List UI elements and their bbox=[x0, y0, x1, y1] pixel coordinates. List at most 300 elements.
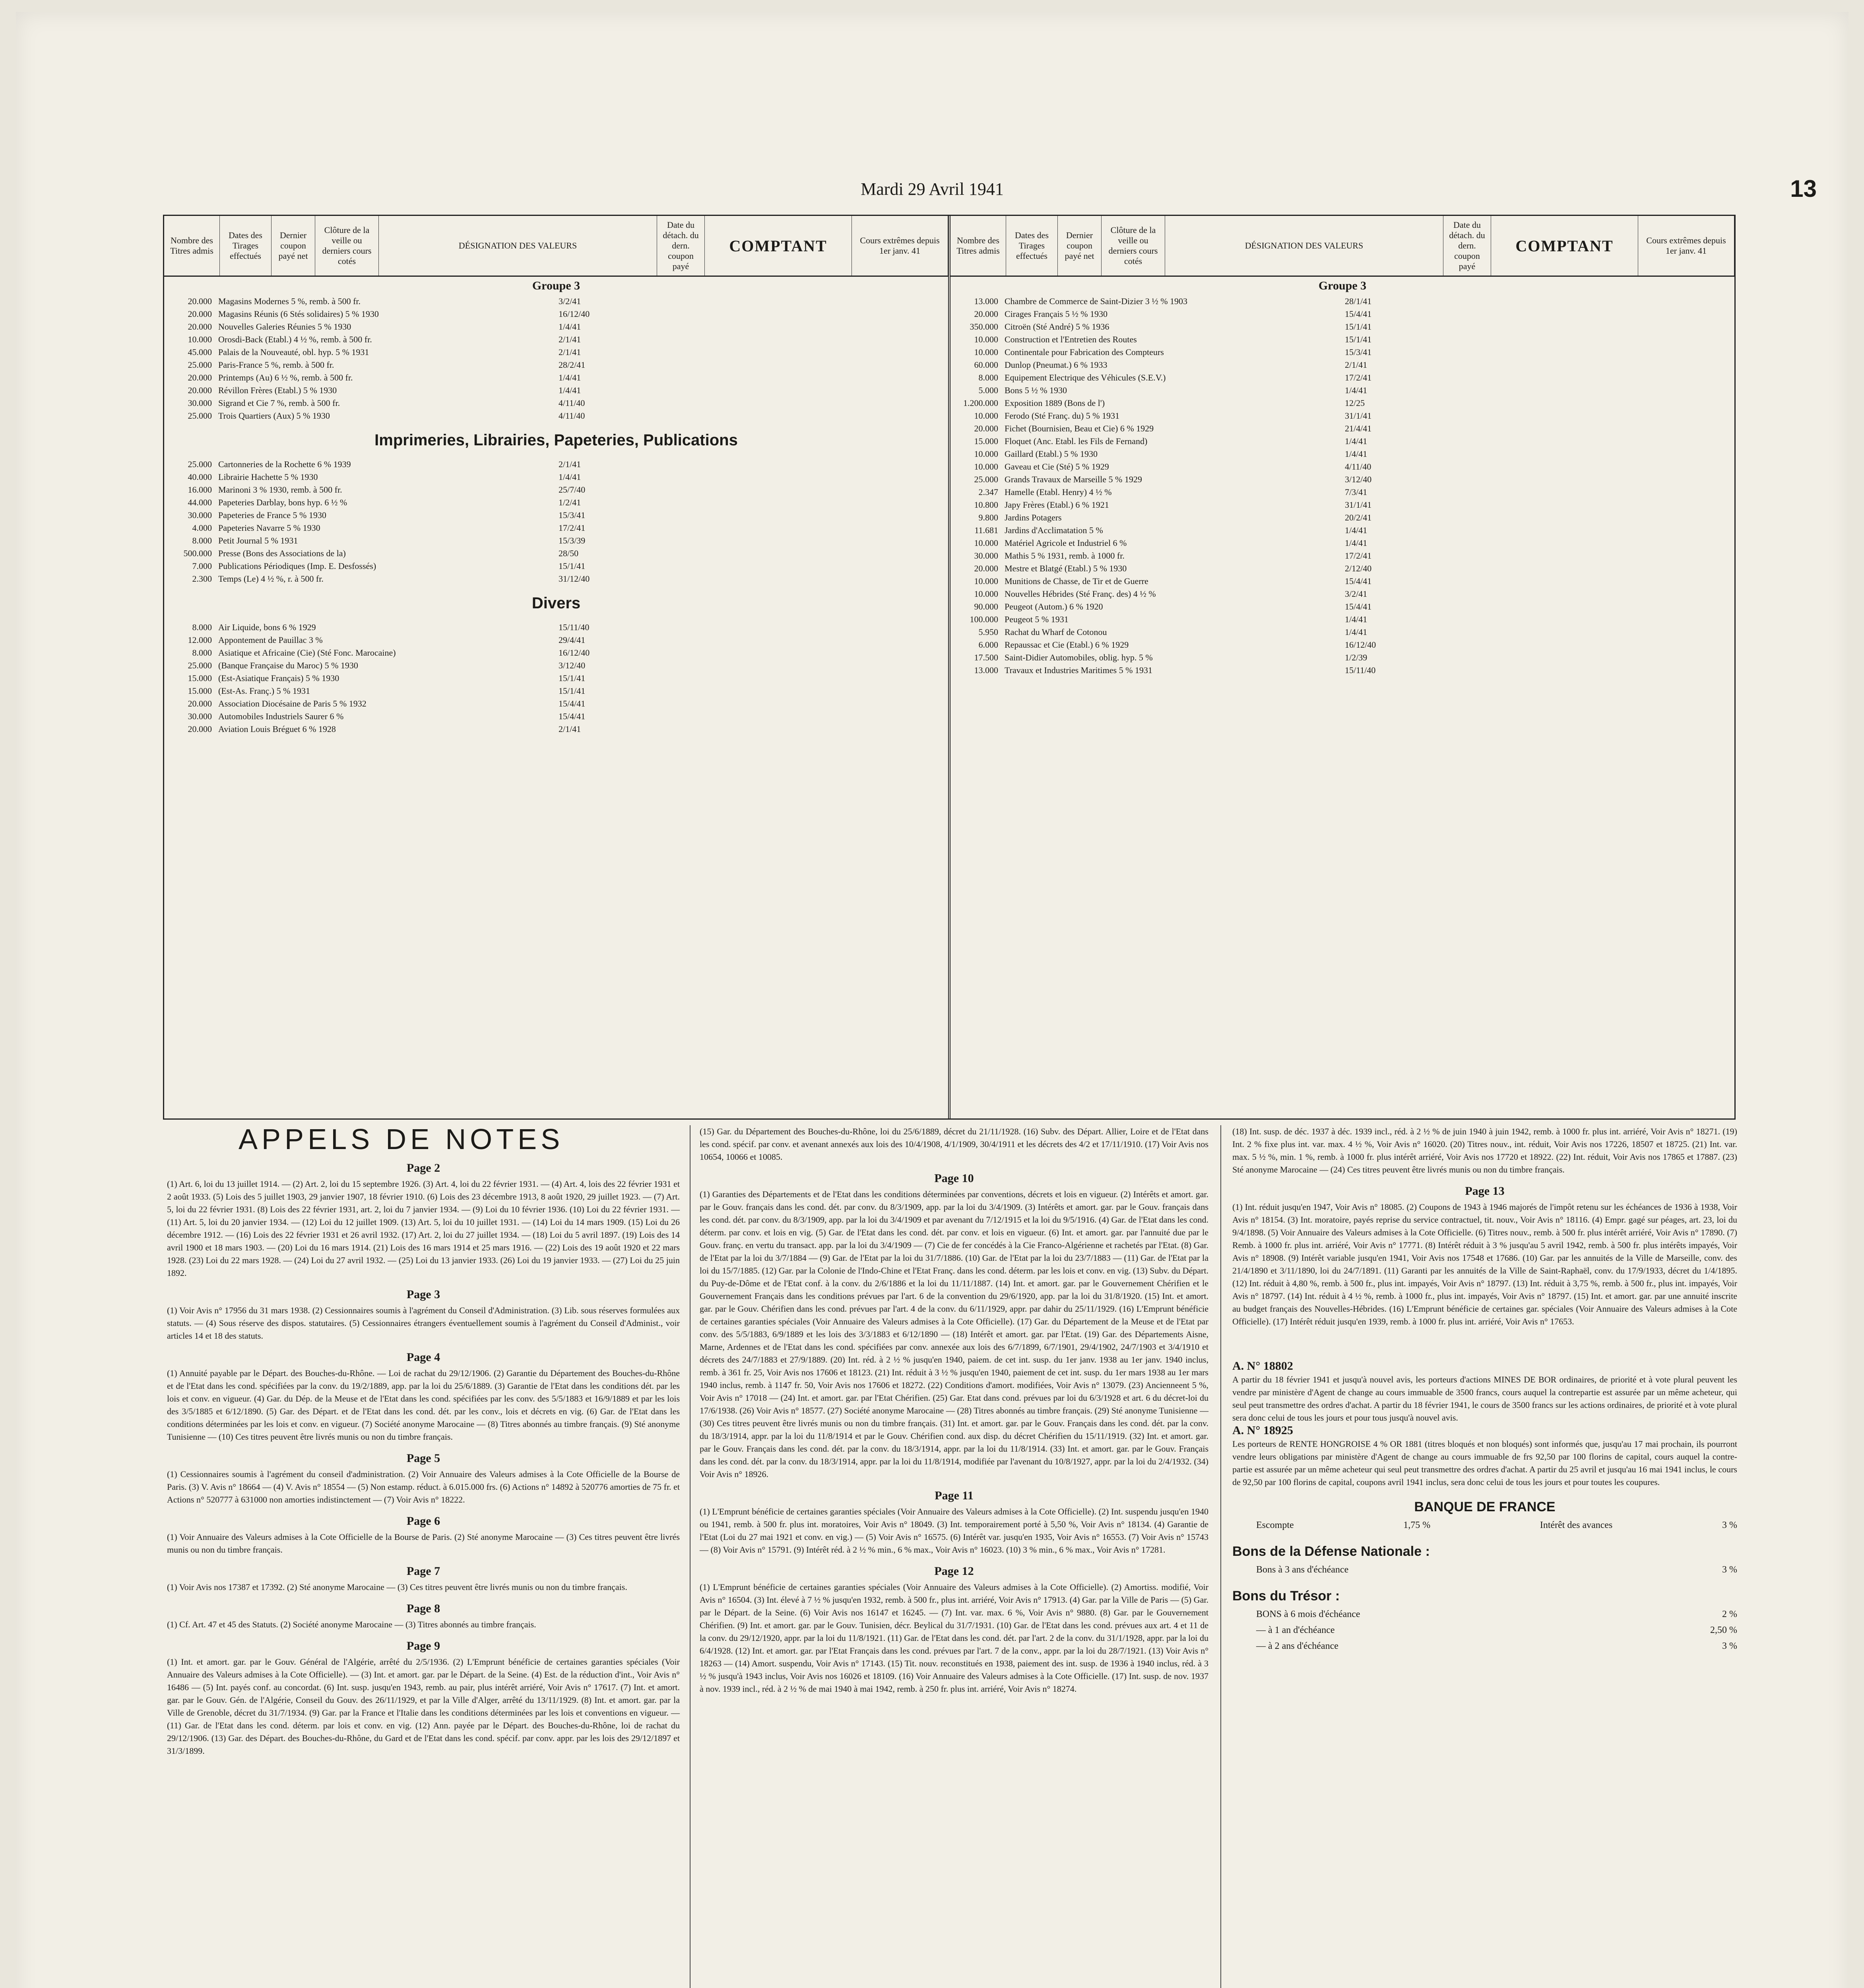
rows-right-a bbox=[950, 295, 1734, 677]
designation: Appontement de Pauillac 3 % bbox=[218, 635, 323, 645]
designation: Gaillard (Etabl.) 5 % 1930 bbox=[1005, 449, 1098, 459]
column-rule bbox=[690, 1125, 691, 1988]
table-row bbox=[954, 384, 1730, 397]
designation: (Banque Française du Maroc) 5 % 1930 bbox=[218, 660, 358, 670]
table-row bbox=[954, 435, 1730, 448]
designation: Nouvelles Galeries Réunies 5 % 1930 bbox=[218, 322, 351, 332]
designation: Magasins Réunis (6 Stés solidaires) 5 % 1930 bbox=[218, 309, 379, 319]
table-row bbox=[168, 685, 944, 697]
rate-line bbox=[1232, 1606, 1737, 1622]
table-row bbox=[954, 562, 1730, 575]
coupon-date: 1/4/41 bbox=[1345, 627, 1367, 637]
titres-admis: 20.000 bbox=[188, 373, 212, 382]
coupon-date: 25/7/40 bbox=[559, 485, 586, 495]
table-row bbox=[954, 308, 1730, 320]
titres-admis: 44.000 bbox=[188, 497, 212, 507]
coupon-date: 31/1/41 bbox=[1345, 411, 1372, 421]
designation: Hamelle (Etabl. Henry) 4 ½ % bbox=[1005, 487, 1112, 497]
col-header-comptant: COMPTANT bbox=[705, 216, 852, 276]
titres-admis: 20.000 bbox=[974, 563, 998, 573]
appels-list-3 bbox=[1232, 1125, 1737, 1328]
designation: Publications Périodiques (Imp. E. Desfossés) bbox=[218, 561, 376, 571]
designation: Cirages Français 5 ½ % 1930 bbox=[1005, 309, 1108, 319]
titres-admis: 10.800 bbox=[974, 500, 998, 510]
titres-admis: 10.000 bbox=[974, 538, 998, 548]
col-header: Nombre des Titres admis bbox=[950, 216, 1006, 276]
group-title: Groupe 3 bbox=[532, 279, 580, 292]
rate-line bbox=[1232, 1562, 1737, 1578]
designation: Exposition 1889 (Bons de l') bbox=[1005, 398, 1105, 408]
col-header: DÉSIGNATION DES VALEURS bbox=[379, 216, 657, 276]
col-header: Dernier coupon payé net bbox=[1058, 216, 1102, 276]
table-row bbox=[168, 371, 944, 384]
table-row bbox=[954, 613, 1730, 626]
coupon-date: 15/4/41 bbox=[1345, 576, 1372, 586]
avances-label: Intérêt des avances bbox=[1540, 1520, 1613, 1530]
table-row bbox=[954, 537, 1730, 549]
designation: Palais de la Nouveauté, obl. hyp. 5 % 1931 bbox=[218, 347, 369, 357]
designation: Automobiles Industriels Saurer 6 % bbox=[218, 711, 344, 721]
designation: Cartonneries de la Rochette 6 % 1939 bbox=[218, 459, 351, 469]
coupon-date: 17/2/41 bbox=[1345, 551, 1372, 561]
designation: Asiatique et Africaine (Cie) (Sté Fonc. Marocaine) bbox=[218, 648, 396, 658]
titres-admis: 30.000 bbox=[188, 398, 212, 408]
coupon-date: 15/1/41 bbox=[559, 561, 586, 571]
designation: Peugeot 5 % 1931 bbox=[1005, 614, 1069, 624]
coupon-date: 17/2/41 bbox=[1345, 373, 1372, 382]
table-row bbox=[168, 697, 944, 710]
designation: Peugeot (Autom.) 6 % 1920 bbox=[1005, 602, 1103, 612]
titres-admis: 15.000 bbox=[188, 673, 212, 683]
table-row bbox=[954, 575, 1730, 588]
table-row bbox=[168, 471, 944, 483]
note-page-title: Page 6 bbox=[406, 1514, 440, 1528]
coupon-date: 2/12/40 bbox=[1345, 563, 1372, 573]
coupon-date: 15/3/41 bbox=[559, 510, 586, 520]
rows-left-a bbox=[164, 295, 948, 422]
defense-line: Bons à 3 ans d'échéance bbox=[1256, 1565, 1349, 1575]
quotation-table-right bbox=[948, 216, 1734, 1118]
col-header: Clôture de la veille ou derniers cours cotés bbox=[315, 216, 379, 276]
designation: Orosdi-Back (Etabl.) 4 ½ %, remb. à 500 fr. bbox=[218, 334, 372, 344]
titres-admis: 10.000 bbox=[974, 462, 998, 472]
designation: Printemps (Au) 6 ½ %, remb. à 500 fr. bbox=[218, 373, 353, 382]
coupon-date: 1/4/41 bbox=[559, 472, 581, 482]
designation: (Est-Asiatique Français) 5 % 1930 bbox=[218, 673, 339, 683]
titres-admis: 500.000 bbox=[183, 548, 212, 558]
titres-admis: 5.000 bbox=[978, 385, 998, 395]
table-row bbox=[168, 573, 944, 585]
col-header: Date du détach. du dern. coupon payé bbox=[657, 216, 705, 276]
table-row bbox=[168, 320, 944, 333]
titres-admis: 10.000 bbox=[974, 576, 998, 586]
tresor-rate: 2 % bbox=[1722, 1609, 1737, 1619]
col-header: Dates des Tirages effectués bbox=[220, 216, 272, 276]
col-header: Dates des Tirages effectués bbox=[1006, 216, 1058, 276]
coupon-date: 15/3/41 bbox=[1345, 347, 1372, 357]
titres-admis: 10.000 bbox=[974, 347, 998, 357]
note-page-title: Page 11 bbox=[935, 1489, 974, 1502]
designation: Floquet (Anc. Etabl. les Fils de Fernand) bbox=[1005, 436, 1148, 446]
coupon-date: 4/11/40 bbox=[559, 398, 585, 408]
table-row bbox=[168, 547, 944, 560]
note-text: (18) Int. susp. de déc. 1937 à déc. 1939 incl., réd. à 2 ½ % de juin 1940 à juin 1942, remb. à 1000 fr. plus int. arriéré, Voir Avis n° 18271. (19) Int. 2 % fixe plus int. var. max. 4 ½ %, Voir Avis n° 16020. (20) Titres nouv., int. réduit, Voir Avis nos 17226, 18507 et 18725. (21) Int. var. max. 5 ½ %, min. 1 %, remb. à 1000 fr. plus intérêt arriéré, Voir Avis nos 17720 et 18922. (22) Int. réduit, Voir Avis nos 17865 et 17887. (23) Sté anonyme Marocaine — (24) Ces titres peuvent être livrés munis ou non du timbre français. bbox=[1232, 1126, 1737, 1175]
designation: Presse (Bons des Associations de la) bbox=[218, 548, 346, 558]
coupon-date: 1/4/41 bbox=[1345, 436, 1367, 446]
col-header: Dernier coupon payé net bbox=[272, 216, 315, 276]
coupon-date: 7/3/41 bbox=[1345, 487, 1367, 497]
coupon-date: 28/50 bbox=[559, 548, 579, 558]
coupon-date: 15/4/41 bbox=[1345, 602, 1372, 612]
coupon-date: 1/4/41 bbox=[1345, 525, 1367, 535]
titres-admis: 9.800 bbox=[978, 513, 998, 522]
designation: Jardins d'Acclimatation 5 % bbox=[1005, 525, 1103, 535]
coupon-date: 4/11/40 bbox=[559, 411, 585, 421]
designation: Munitions de Chasse, de Tir et de Guerre bbox=[1005, 576, 1148, 586]
titres-admis: 2.347 bbox=[978, 487, 998, 497]
titres-admis: 20.000 bbox=[188, 699, 212, 709]
titres-admis: 13.000 bbox=[974, 296, 998, 306]
note-text: (1) Voir Avis n° 17956 du 31 mars 1938. (2) Cessionnaires soumis à l'agrément du Conseil d'Administration. (3) Lib. sous réserves formulées aux statuts. — (4) Sous réserve des dispos. statutaires. (5) Cessionnaires étrangers éventuellement soumis à l'agrément du Conseil d'Administ., voir articles 14 et 18 des statuts. bbox=[167, 1305, 680, 1341]
table-row bbox=[954, 371, 1730, 384]
note-text: (1) Voir Avis nos 17387 et 17392. (2) Sté anonyme Marocaine — (3) Ces titres peuvent être livrés munis ou non du timbre français. bbox=[167, 1582, 627, 1592]
designation: Ferodo (Sté Franç. du) 5 % 1931 bbox=[1005, 411, 1120, 421]
coupon-date: 16/12/40 bbox=[559, 309, 590, 319]
note-page-title: Page 13 bbox=[1465, 1184, 1505, 1198]
table-row bbox=[168, 522, 944, 534]
note-text: (1) Cf. Art. 47 et 45 des Statuts. (2) Société anonyme Marocaine — (3) Titres abonnés au timbre français. bbox=[167, 1619, 536, 1629]
coupon-date: 28/2/41 bbox=[559, 360, 586, 370]
titres-admis: 15.000 bbox=[188, 686, 212, 696]
designation: Dunlop (Pneumat.) 6 % 1933 bbox=[1005, 360, 1108, 370]
rows-left-b bbox=[164, 458, 948, 585]
designation: Continentale pour Fabrication des Compteurs bbox=[1005, 347, 1164, 357]
coupon-date: 15/3/39 bbox=[559, 536, 586, 546]
titres-admis: 10.000 bbox=[974, 411, 998, 421]
note-text: (1) Cessionnaires soumis à l'agrément du conseil d'administration. (2) Voir Annuaire des Valeurs admises à la Cote Officielle de la Bourse de Paris. (3) V. Avis n° 18664 — (4) V. Avis n° 18554 — (5) Non estamp. réduct. à 6.015.000 frs. (6) Actions n° 14892 à 520776 amorties de 75 fr. et Actions n° 520777 à 631000 non amorties indistinctement — (7) Voir Avis n° 18222. bbox=[167, 1469, 680, 1505]
defense-rate: 3 % bbox=[1722, 1565, 1737, 1575]
titres-admis: 5.950 bbox=[978, 627, 998, 637]
titres-admis: 16.000 bbox=[188, 485, 212, 495]
table-row bbox=[954, 359, 1730, 371]
coupon-date: 3/2/41 bbox=[1345, 589, 1367, 599]
titres-admis: 13.000 bbox=[974, 665, 998, 675]
designation: Matériel Agricole et Industriel 6 % bbox=[1005, 538, 1127, 548]
designation: (Est-As. Franç.) 5 % 1931 bbox=[218, 686, 310, 696]
designation: Papeteries Navarre 5 % 1930 bbox=[218, 523, 320, 533]
group-title: Groupe 3 bbox=[1318, 279, 1367, 292]
avis-title: A. N° 18802 bbox=[1232, 1359, 1293, 1373]
designation: Japy Frères (Etabl.) 6 % 1921 bbox=[1005, 500, 1109, 510]
coupon-date: 1/4/41 bbox=[1345, 538, 1367, 548]
coupon-date: 1/4/41 bbox=[1345, 614, 1367, 624]
table-row bbox=[168, 723, 944, 736]
col-header: DÉSIGNATION DES VALEURS bbox=[1165, 216, 1443, 276]
tresor-rate: 3 % bbox=[1722, 1641, 1737, 1651]
table-row bbox=[168, 346, 944, 359]
designation: Citroën (Sté André) 5 % 1936 bbox=[1005, 322, 1109, 332]
titres-admis: 10.000 bbox=[188, 334, 212, 344]
table-row bbox=[168, 295, 944, 308]
tresor-rate: 2,50 % bbox=[1710, 1625, 1737, 1635]
note-text: (1) Annuité payable par le Départ. des Bouches-du-Rhône. — Loi de rachat du 29/12/1906. (2) Garantie du Département des Bouches-du-Rhône et de l'Etat dans les cond. spécifiées par la conv. du 19/2/1889, app. par la loi du 25/6/1889. (3) Garantie de l'Etat dans les conditions dét. par les lois et conv. en vigueur. (4) Gar. du Dép. de la Meuse et de l'Etat dans les cond. spécifiées par les conv. des 5/5/1883 et 16/9/1889 et par les lois des 3/5/1885 et 6/12/1890. (5) Gar. des Départ. et de l'Etat dans les cond. dét. par les conv., lois et décrets en vig. (6) Gar. de l'Etat dans les conditions déterminées par les lois et conv. en vigueur. (7) Société anonyme Marocaine — (8) Titres abonnés au timbre français. (9) Sté anonyme Tunisienne — (10) Ces titres peuvent être livrés munis ou non du timbre français. bbox=[167, 1368, 680, 1442]
rate-line bbox=[1232, 1517, 1737, 1533]
designation: Construction et l'Entretien des Routes bbox=[1005, 334, 1137, 344]
table-row bbox=[954, 626, 1730, 639]
table-row bbox=[168, 710, 944, 723]
designation: Papeteries de France 5 % 1930 bbox=[218, 510, 326, 520]
designation: Equipement Electrique des Véhicules (S.E.V.) bbox=[1005, 373, 1166, 382]
designation: Bons 5 ½ % 1930 bbox=[1005, 385, 1067, 395]
designation: Mestre et Blatgé (Etabl.) 5 % 1930 bbox=[1005, 563, 1127, 573]
coupon-date: 28/1/41 bbox=[1345, 296, 1372, 306]
titres-admis: 10.000 bbox=[974, 449, 998, 459]
table-row bbox=[954, 422, 1730, 435]
appels-title: APPELS DE NOTES bbox=[239, 1124, 564, 1155]
table-row bbox=[954, 460, 1730, 473]
avances-value: 3 % bbox=[1722, 1520, 1737, 1530]
designation: Marinoni 3 % 1930, remb. à 500 fr. bbox=[218, 485, 342, 495]
coupon-date: 16/12/40 bbox=[559, 648, 590, 658]
table-row bbox=[168, 672, 944, 685]
coupon-date: 3/12/40 bbox=[1345, 474, 1372, 484]
escompte-label: Escompte bbox=[1256, 1520, 1294, 1530]
coupon-date: 12/25 bbox=[1345, 398, 1365, 408]
titres-admis: 90.000 bbox=[974, 602, 998, 612]
defense-title: Bons de la Défense Nationale : bbox=[1232, 1544, 1430, 1559]
titres-admis: 1.200.000 bbox=[963, 398, 998, 408]
coupon-date: 15/11/40 bbox=[1345, 665, 1376, 675]
coupon-date: 2/1/41 bbox=[559, 459, 581, 469]
table-row bbox=[954, 524, 1730, 537]
table-row bbox=[168, 410, 944, 422]
col-header: Cours extrêmes depuis 1er janv. 41 bbox=[852, 216, 948, 276]
designation: Aviation Louis Bréguet 6 % 1928 bbox=[218, 724, 336, 734]
tresor-label: — à 1 an d'échéance bbox=[1256, 1625, 1335, 1635]
appels-column-1 bbox=[167, 1125, 680, 1757]
note-page-title: Page 10 bbox=[934, 1172, 974, 1185]
designation: Nouvelles Hébrides (Sté Franç. des) 4 ½ % bbox=[1005, 589, 1156, 599]
note-page-title: Page 9 bbox=[406, 1639, 440, 1652]
table-row bbox=[168, 483, 944, 496]
designation: Fichet (Bournisien, Beau et Cie) 6 % 1929 bbox=[1005, 423, 1154, 433]
designation: Papeteries Darblay, bons hyp. 6 ½ % bbox=[218, 497, 347, 507]
designation: Paris-France 5 %, remb. à 500 fr. bbox=[218, 360, 334, 370]
avis-text: A partir du 18 février 1941 et jusqu'à nouvel avis, les porteurs d'actions MINES DE BOR ordinaires, de priorité et à vote plural peuvent les vendre par ministère d'Agent de change au cours immuable de 3500 francs, cours auquel la contrepartie est assurée par un même acheteur, qui seul peut transmettre des ordres d'achat. A partir du 18 février 1941, le cours de 3500 francs sur les actions ordinaires, de priorité et à vote plural sera donc celui de tous les jours et pour tous jusqu'à nouvel avis. bbox=[1232, 1375, 1737, 1423]
rate-line bbox=[1232, 1638, 1737, 1654]
coupon-date: 15/11/40 bbox=[559, 622, 590, 632]
coupon-date: 15/1/41 bbox=[1345, 322, 1372, 332]
designation: Magasins Modernes 5 %, remb. à 500 fr. bbox=[218, 296, 361, 306]
titres-admis: 2.300 bbox=[192, 574, 212, 584]
coupon-date: 1/4/41 bbox=[1345, 449, 1367, 459]
table-row bbox=[954, 664, 1730, 677]
note-text: (15) Gar. du Département des Bouches-du-Rhône, loi du 25/6/1889, décret du 21/11/1928. (16) Subv. des Départ. Allier, Loire et de l'Etat dans les cond. spécif. par conv. et avenant annexés aux lois des 10/4/1908, 4/1/1909, 30/4/1911 et les décrets des 4/2 et 17/11/1910. (17) Voir Avis nos 10654, 10066 et 10085. bbox=[700, 1126, 1208, 1162]
coupon-date: 1/2/41 bbox=[559, 497, 581, 507]
table-row bbox=[954, 473, 1730, 486]
designation: Gaveau et Cie (Sté) 5 % 1929 bbox=[1005, 462, 1109, 472]
escompte-value: 1,75 % bbox=[1403, 1520, 1431, 1530]
titres-admis: 25.000 bbox=[188, 459, 212, 469]
note-page-title: Page 5 bbox=[406, 1452, 440, 1465]
titres-admis: 11.681 bbox=[974, 525, 998, 535]
section-title: Imprimeries, Librairies, Papeteries, Publications bbox=[374, 431, 738, 449]
titres-admis: 60.000 bbox=[974, 360, 998, 370]
col-header: Clôture de la veille ou derniers cours cotés bbox=[1102, 216, 1165, 276]
titres-admis: 25.000 bbox=[188, 360, 212, 370]
titres-admis: 6.000 bbox=[978, 640, 998, 650]
section-title: Divers bbox=[531, 594, 581, 612]
titres-admis: 8.000 bbox=[192, 536, 212, 546]
table-row bbox=[954, 346, 1730, 359]
table-row bbox=[954, 499, 1730, 511]
column-rule bbox=[1220, 1125, 1221, 1988]
table-row bbox=[954, 320, 1730, 333]
table-row bbox=[168, 458, 944, 471]
designation: Repaussac et Cie (Etabl.) 6 % 1929 bbox=[1005, 640, 1129, 650]
titres-admis: 7.000 bbox=[192, 561, 212, 571]
titres-admis: 20.000 bbox=[188, 385, 212, 395]
table-row bbox=[168, 560, 944, 573]
running-head-date: Mardi 29 Avril 1941 bbox=[861, 179, 1004, 199]
coupon-date: 21/4/41 bbox=[1345, 423, 1372, 433]
coupon-date: 1/4/41 bbox=[559, 373, 581, 382]
designation: Saint-Didier Automobiles, oblig. hyp. 5 % bbox=[1005, 652, 1153, 662]
table-row bbox=[168, 397, 944, 410]
designation: Grands Travaux de Marseille 5 % 1929 bbox=[1005, 474, 1142, 484]
appels-list-1 bbox=[167, 1162, 680, 1757]
coupon-date: 1/4/41 bbox=[1345, 385, 1367, 395]
table-row bbox=[168, 509, 944, 522]
coupon-date: 1/2/39 bbox=[1345, 652, 1367, 662]
coupon-date: 17/2/41 bbox=[559, 523, 586, 533]
table-row bbox=[954, 639, 1730, 651]
designation: Trois Quartiers (Aux) 5 % 1930 bbox=[218, 411, 330, 421]
designation: Temps (Le) 4 ½ %, r. à 500 fr. bbox=[218, 574, 324, 584]
avis-title: A. N° 18925 bbox=[1232, 1424, 1293, 1437]
coupon-date: 1/4/41 bbox=[559, 322, 581, 332]
table-row bbox=[168, 496, 944, 509]
titres-admis: 20.000 bbox=[188, 309, 212, 319]
table-row bbox=[954, 486, 1730, 499]
newspaper-page bbox=[16, 12, 1848, 1988]
appels-column-3 bbox=[1232, 1125, 1737, 1654]
quotation-table bbox=[163, 215, 1736, 1120]
designation: Mathis 5 % 1931, remb. à 1000 fr. bbox=[1005, 551, 1125, 561]
note-page-title: Page 12 bbox=[934, 1565, 974, 1578]
designation: Chambre de Commerce de Saint-Dizier 3 ½ % 1903 bbox=[1005, 296, 1188, 306]
titres-admis: 10.000 bbox=[974, 334, 998, 344]
titres-admis: 20.000 bbox=[188, 296, 212, 306]
designation: Jardins Potagers bbox=[1005, 513, 1062, 522]
table-row bbox=[954, 511, 1730, 524]
col-header-comptant: COMPTANT bbox=[1491, 216, 1638, 276]
designation: Air Liquide, bons 6 % 1929 bbox=[218, 622, 316, 632]
table-row bbox=[168, 659, 944, 672]
note-page-title: Page 7 bbox=[406, 1565, 440, 1578]
titres-admis: 25.000 bbox=[974, 474, 998, 484]
coupon-date: 2/1/41 bbox=[559, 347, 581, 357]
bank-rates bbox=[1232, 1501, 1737, 1654]
designation: Librairie Hachette 5 % 1930 bbox=[218, 472, 318, 482]
table-row bbox=[954, 397, 1730, 410]
coupon-date: 16/12/40 bbox=[1345, 640, 1376, 650]
note-text: (1) L'Emprunt bénéficie de certaines garanties spéciales (Voir Annuaire des Valeurs admises à la Cote Officielle). (2) Int. suspendu jusqu'en 1940 ou 1941, remb. à 500 fr. plus int. moratoires, Voir Avis n° 18049. (3) Int. temporairement porté à 5,50 %, Voir Avis n° 18134. (4) Garantie de l'Etat (Loi du 27 mai 1921 et conv. en vig.) — (5) Voir Avis n° 16575. (6) Intérêt var. jusqu'en 1935, Voir Avis n° 16553. (7) Voir Avis n° 15743 — (8) Voir Avis n° 15791. (9) Intérêt réd. à 2 ½ % min., 6 % max., Voir Avis n° 16023. (10) 3 % min., 6 % max., Voir Avis n° 17281. bbox=[700, 1507, 1208, 1555]
table-row bbox=[168, 634, 944, 646]
titres-admis: 4.000 bbox=[192, 523, 212, 533]
table-row bbox=[168, 359, 944, 371]
table-row bbox=[168, 534, 944, 547]
table-row bbox=[168, 333, 944, 346]
table-row bbox=[168, 621, 944, 634]
titres-admis: 17.500 bbox=[974, 652, 998, 662]
note-text: (1) L'Emprunt bénéficie de certaines garanties spéciales (Voir Annuaire des Valeurs admises à la Cote Officielle). (2) Amortiss. modifié, Voir Avis n° 16504. (3) Int. élevé à 7 ½ % jusqu'en 1932, remb. à 500 fr., plus int. arriéré, Voir Avis n° 17913. (4) Gar. par la Ville de Paris — (5) Gar. par le Départ. de la Seine. (6) Voir Avis nos 16147 et 16245. — (7) Int. var. max. 6 %, Voir Avis n° 9880. (8) Gar. par le Gouvernement Chérifien. (9) Int. et amort. gar. par le Gouv. Tunisien, décr. Beylical du 31/7/1931. (10) Gar. de l'Etat dans les cond. prévues aux art. 4 et 11 de la conv. du 29/12/1920, appr. par la loi du 11/8/1921. (11) Gar. de l'Etat dans les cond. dét. par l'art. 2 de la conv. du 31/1/1928, appr. par la loi du 6/4/1928. (12) Int. et amort. gar. par l'Etat Français dans les cond. prévues par l'art. 7 de la conv., appr. par la loi du 28/7/1921. (13) Voir Avis n° 18263 — (14) Amort. suspendu, Voir Avis n° 17143. (15) Tit. nouv. reconstitués en 1938, paiement des int. susp. de 1936 à 1940 inclus, réd. à 3 ½ % jusqu'à 1943 inclus, Voir Avis nos 16026 et 18109. (16) Voir Annuaire des Valeurs admises à la Cote Officielle. (17) Int. susp. de nov. 1937 à nov. 1939 incl., réd. à 2 ½ % de mai 1940 à mai 1942, remb. à 250 fr. plus int. arriéré, Voir Avis n° 18274. bbox=[700, 1582, 1208, 1694]
titres-admis: 20.000 bbox=[188, 322, 212, 332]
titres-admis: 30.000 bbox=[188, 510, 212, 520]
coupon-date: 4/11/40 bbox=[1345, 462, 1371, 472]
table-row bbox=[954, 600, 1730, 613]
note-text: (1) Garanties des Départements et de l'Etat dans les conditions déterminées par conventions, décrets et lois en vigueur. (2) Intérêts et amort. gar. par le Gouv. français dans les cond. dét. par conv. du 8/3/1909, app. par la loi du 3/4/1909. (3) Intérêts et amort. gar. par le Gouv. français dans les cond. dét. par conv. du 8/3/1909, app. par la loi du 3/4/1909 et par avenant du 7/12/1915 et la loi du 9/5/1916. (4) Gar. de l'Etat dans les cond. déterm. par conv. et lois en vig. (5) Gar. de l'Etat dans les cond. dét. par conv. et lois en vigueur. (6) Int. et amort. gar. par l'annuité due par le Gouv. franç. en vertu du transact. app. par la loi du 3/4/1909 — (7) Cie de fer concédés à la Cie Franco-Algérienne et rachetés par l'Etat. (8) Gar. de l'Etat par la loi du 3/7/1884 — (9) Gar. de l'Etat par la loi du 31/7/1886. (10) Gar. de l'Etat par la loi du 23/7/1883 — (11) Gar. de l'Etat par la loi du 15/7/1885. (12) Gar. par la Colonie de l'Indo-Chine et l'Etat Franç. dans les cond. déterm. par les lois et conv. en vig. (13) Subv. du Départ. du Puy-de-Dôme et de l'Etat conf. à la conv. du 2/6/1886 et la loi du 11/11/1887. (14) Int. et amort. gar. par le Gouvernement Chérifien et le Gouvernement Français dans les conditions prévues par l'art. 6 de la convention du 29/6/1920, app. par la loi du 31/8/1920. (15) Int. et amort. gar. par le Gouv. Chérifien dans les cond. prévues par l'art. 4 de la conv. du 6/11/1929, appr. par dahir du 25/11/1929. (16) L'Emprunt bénéficie de certaines garanties spéciales (Voir Annuaire des Valeurs admises à la Cote Officielle). (17) Gar. du Département de la Meuse et de l'Etat par conv. des 5/5/1883, 6/9/1889 et les lois des 3/3/1883 et 6/12/1890 — (18) Intérêt et amort. gar. par l'Etat. (19) Gar. des Départements Aisne, Marne, Ardennes et de l'Etat dans les cond. spécifiées par conv. annexée aux lois des 6/7/1899, 6/7/1901, 29/4/1902, 24/7/1903 et 3/4/1910 et décrets des 24/7/1883 et 27/9/1889. (20) Int. réd. à 2 ½ % jusqu'en 1940, paiem. de cet int. susp. du 1er janv. 1938 au 1er janv. 1940 inclus, remb. à 361 fr. 25, Voir Avis nos 17606 et 18123. (21) Int. réduit à 3 ½ % jusqu'en 1940, paiement de cet int. susp. du 1er mars 1938 au 1er mars 1940 inclus, remb. à 1147 fr. 50, Voir Avis nos 17606 et 18272. (22) Conditions d'amort. modifiées, Voir Avis n° 13079. (23) Ancienneent 5 %, Voir Avis n° 17018 — (24) Int. et amort. gar. par l'Etat Chérifien. (25) Gar. Etat dans cond. prévues par loi du 6/3/1928 et art. 6 du décret-loi du 17/6/1938. (26) Voir Avis n° 18577. (27) Société anonyme Marocaine — (28) Titres abonnés au timbre français. (29) Sté anonyme Tunisienne — (30) Ces titres peuvent être livrés munis ou non du timbre français. (31) Int. et amort. gar. par le Gouv. Français dans les cond. dét. par la conv. du 18/3/1914, appr. par la loi du 11/8/1914 et par le Gouv. Chérifien cond. aux disp. du décret Chérifien du 15/11/1919. (32) Int. et amort. gar. par le Gouv. Français dans les cond. dét. par la conv. du 18/3/1914, appr. par la loi du 11/8/1914. (33) Int. et amort. gar. par le Gouv. Français dans les cond. dét. par la conv. du 18/3/1914, appr. par la loi du 11/8/1914, modifiée par l'avenant du 10/8/1927, appr. par la loi du 2/4/1932. (34) Voir Avis n° 18926. bbox=[700, 1189, 1208, 1479]
table-row bbox=[168, 384, 944, 397]
note-page-title: Page 4 bbox=[406, 1351, 440, 1364]
designation: Travaux et Industries Maritimes 5 % 1931 bbox=[1005, 665, 1152, 675]
coupon-date: 15/4/41 bbox=[559, 699, 586, 709]
note-text: (1) Voir Annuaire des Valeurs admises à la Cote Officielle de la Bourse de Paris. (2) Sté anonyme Marocaine — (3) Ces titres peuvent être livrés munis ou non du timbre français. bbox=[167, 1532, 680, 1555]
note-text: (1) Int. et amort. gar. par le Gouv. Général de l'Algérie, arrêté du 2/5/1936. (2) L'Emprunt bénéficie de certaines garanties spéciales (Voir Annuaire des Valeurs admises à la Cote Officielle). — (3) Int. et amort. gar. par le Départ. de la Seine. (4) Est. de la réduction d'int., Voir Avis n° 16486 — (5) Int. payés conf. au concordat. (6) Int. susp. jusqu'en 1943, remb. au pair, plus intérêt arriéré, Voir Avis n° 17617. (7) Int. et amort. gar. par le Gouv. Gén. de l'Algérie, Conseil du Gouv. des 26/11/1929, et par la Ville d'Alger, arrêté du 13/11/1929. (8) Int. et amort. gar. par la Ville de Grenoble, décret du 31/7/1934. (9) Gar. par la France et l'Italie dans les conditions déterminées par les lois et conventions en vigueur. — (11) Gar. de l'Etat dans les cond. déterm. par lois et conv. en vig. (12) Ann. payée par le Départ. des Bouches-du-Rhône, loi de rachat du 29/12/1906. (13) Gar. des Départ. des Bouches-du-Rhône, du Gard et de l'Etat dans les cond. spécif. par conv. appr. par les lois des 29/12/1897 et 31/3/1899. bbox=[167, 1657, 680, 1756]
page-number: 13 bbox=[1790, 175, 1817, 202]
titres-admis: 25.000 bbox=[188, 660, 212, 670]
rate-line bbox=[1232, 1622, 1737, 1638]
table-row bbox=[954, 588, 1730, 600]
quotation-table-left bbox=[164, 216, 948, 1118]
rows-left-c bbox=[164, 621, 948, 736]
designation: Rachat du Wharf de Cotonou bbox=[1005, 627, 1107, 637]
note-page-title: Page 8 bbox=[406, 1602, 440, 1615]
titres-admis: 30.000 bbox=[974, 551, 998, 561]
titres-admis: 8.000 bbox=[192, 622, 212, 632]
titres-admis: 12.000 bbox=[188, 635, 212, 645]
coupon-date: 15/4/41 bbox=[1345, 309, 1372, 319]
note-text: (1) Art. 6, loi du 13 juillet 1914. — (2) Art. 2, loi du 15 septembre 1926. (3) Art. 4, loi du 22 février 1931. — (4) Art. 4, lois des 22 février 1931 et 2 août 1933. (5) Lois des 5 juillet 1903, 29 janvier 1907, 18 février 1910. (6) Lois des 23 décembre 1913, 8 août 1920, 29 juillet 1923. — (7) Art. 5, loi du 22 février 1931. (8) Lois des 22 février 1931, art. 2, loi du 7 janvier 1934. — (9) Loi du 10 février 1936. (10) Loi du 22 février 1931. — (11) Art. 5, loi du 20 janvier 1934. — (12) Loi du 12 juillet 1909. (13) Art. 5, loi du 10 juillet 1931. — (14) Loi du 14 mars 1909. (15) Loi du 26 décembre 1912. — (16) Lois des 22 février 1931 et 26 avril 1932. (17) Art. 2, loi du 27 juillet 1934. — (18) Loi du 5 avril 1897. (19) Lois des 14 avril 1900 et 18 mars 1903. — (20) Loi du 16 mars 1914. (21) Lois des 16 mars 1914 et 25 mars 1916. — (22) Lois des 19 août 1920 et 22 mars 1928. (23) Loi du 22 mars 1928. — (24) Loi du 27 avril 1932. — (25) Loi du 13 janvier 1933. (26) Loi du 19 janvier 1933. — (27) Loi du 25 juin 1892. bbox=[167, 1179, 680, 1278]
appels-column-2 bbox=[700, 1125, 1208, 1695]
avis-list bbox=[1232, 1360, 1737, 1489]
coupon-date: 3/2/41 bbox=[559, 296, 581, 306]
coupon-date: 31/1/41 bbox=[1345, 500, 1372, 510]
avis-text: Les porteurs de RENTE HONGROISE 4 % OR 1881 (titres bloqués et non bloqués) sont informés que, jusqu'au 17 mai prochain, ils pourront vendre leurs obligations par ministère d'Agent de change au cours immuable de frs 92,50 par 100 florins de capital, cours auquel la contre-partie est assurée par un même acheteur qui seul peut transmettre des ordres d'achat. A partir du 25 avril et jusqu'au 16 mai 1941 inclus, le cours de 92,50 par 100 florins de capital, coupons avril 1941 inclus, sera donc celui de tous les jours et pour toutes les coupures. bbox=[1232, 1439, 1737, 1487]
titres-admis: 30.000 bbox=[188, 711, 212, 721]
bank-title: BANQUE DE FRANCE bbox=[1414, 1499, 1556, 1514]
coupon-date: 1/4/41 bbox=[559, 385, 581, 395]
titres-admis: 8.000 bbox=[192, 648, 212, 658]
titres-admis: 10.000 bbox=[974, 589, 998, 599]
coupon-date: 15/4/41 bbox=[559, 711, 586, 721]
table-row bbox=[954, 651, 1730, 664]
table-header-left bbox=[164, 216, 948, 277]
tresor-title: Bons du Trésor : bbox=[1232, 1588, 1340, 1604]
designation: Petit Journal 5 % 1931 bbox=[218, 536, 298, 546]
coupon-date: 29/4/41 bbox=[559, 635, 586, 645]
coupon-date: 2/1/41 bbox=[1345, 360, 1367, 370]
table-header-right bbox=[950, 216, 1734, 277]
coupon-date: 20/2/41 bbox=[1345, 513, 1372, 522]
appels-list-2 bbox=[700, 1125, 1208, 1695]
designation: Sigrand et Cie 7 %, remb. à 500 fr. bbox=[218, 398, 340, 408]
titres-admis: 45.000 bbox=[188, 347, 212, 357]
titres-admis: 100.000 bbox=[970, 614, 998, 624]
designation: Révillon Frères (Etabl.) 5 % 1930 bbox=[218, 385, 337, 395]
titres-admis: 350.000 bbox=[970, 322, 998, 332]
table-row bbox=[954, 410, 1730, 422]
